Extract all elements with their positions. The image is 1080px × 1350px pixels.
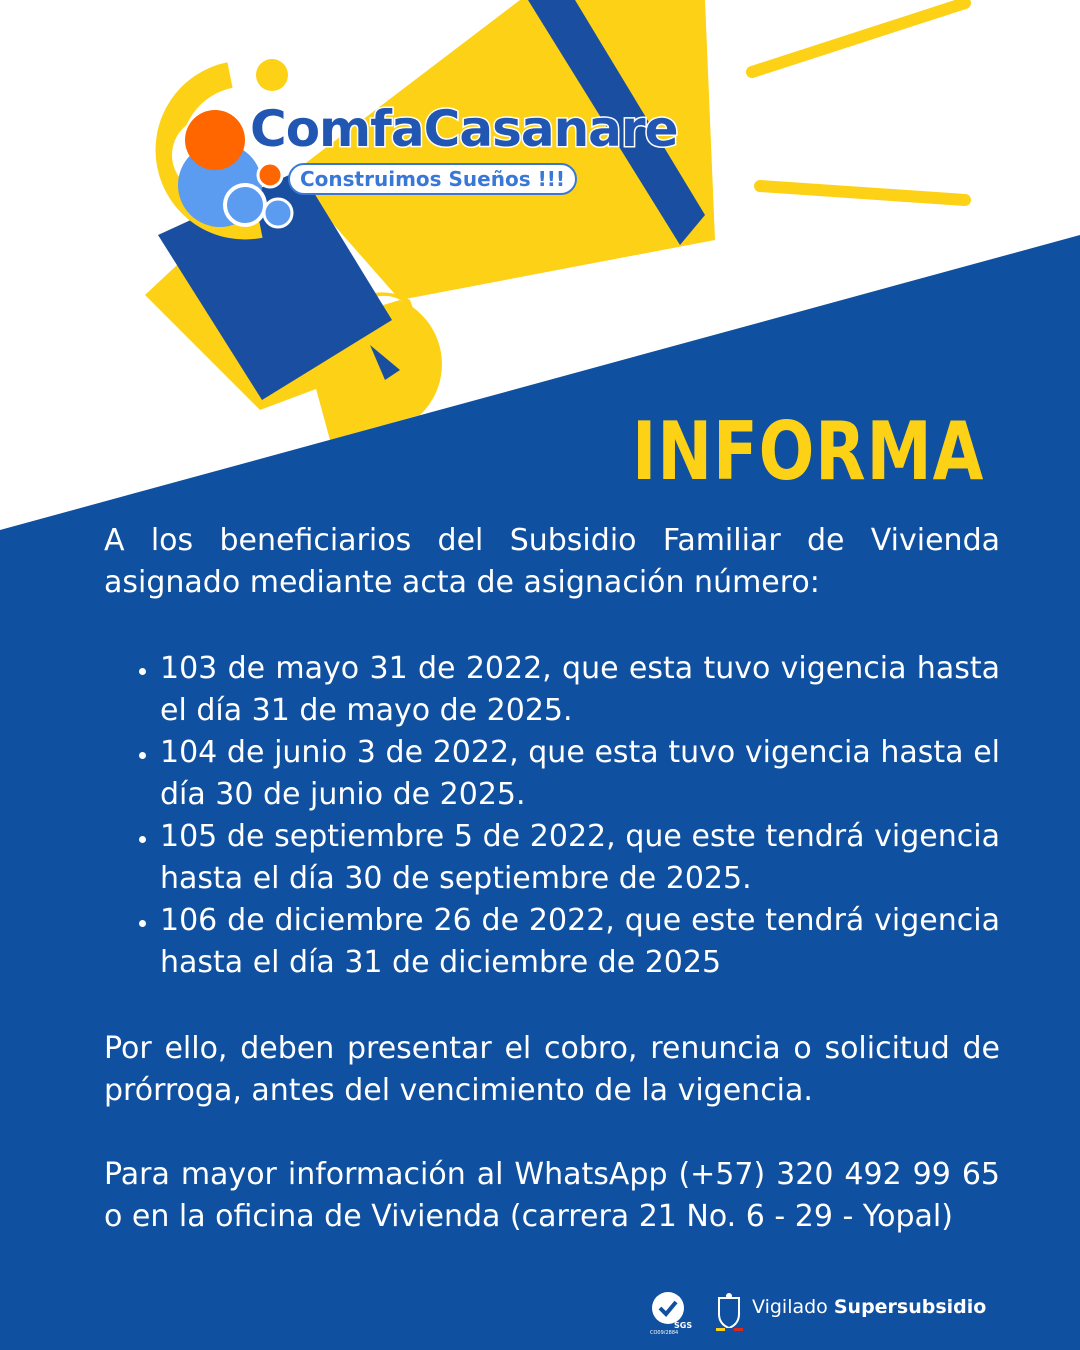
closing-text: Por ello, deben presentar el cobro, renuncia o solicitud de prórroga, antes del vencimiento de la vigencia. [104, 1031, 1000, 1108]
list-item: • 104 de junio 3 de 2022, que esta tuvo vigencia hasta el día 30 de junio de 2025. [160, 732, 1000, 816]
list-item: • 103 de mayo 31 de 2022, que esta tuvo vigencia hasta el día 31 de mayo de 2025. [160, 648, 1000, 732]
colombia-shield-icon [712, 1292, 746, 1332]
vigilado-entity: Supersubsidio [833, 1296, 987, 1318]
vigilado-prefix: Vigilado [752, 1296, 828, 1318]
brand-slogan: Construimos Sueños !!! [288, 163, 577, 195]
sgs-code: CO09/2884 [650, 1330, 679, 1334]
vigilado-label [752, 1296, 986, 1318]
sgs-label: SGS [674, 1321, 692, 1330]
list-item: • 105 de septiembre 5 de 2022, que este tendrá vigencia hasta el día 30 de septiembre de 2025. [160, 816, 1000, 900]
announcement-body [104, 520, 1000, 1238]
acta-list [104, 648, 1000, 984]
contact-text: Para mayor información al WhatsApp (+57) 320 492 99 65 o en la oficina de Vivienda (carrera 21 No. 6 - 29 - Yopal) [104, 1157, 1000, 1234]
headline: INFORMA [632, 405, 985, 498]
brand-name: ComfaCasanare [250, 100, 678, 158]
list-item: • 106 de diciembre 26 de 2022, que este tendrá vigencia hasta el día 31 de diciembre de 2025 [160, 900, 1000, 984]
sgs-certification-icon [648, 1290, 692, 1334]
intro-text: A los beneficiarios del Subsidio Familiar de Vivienda asignado mediante acta de asignación número: [104, 523, 1000, 600]
footer [648, 1290, 987, 1335]
